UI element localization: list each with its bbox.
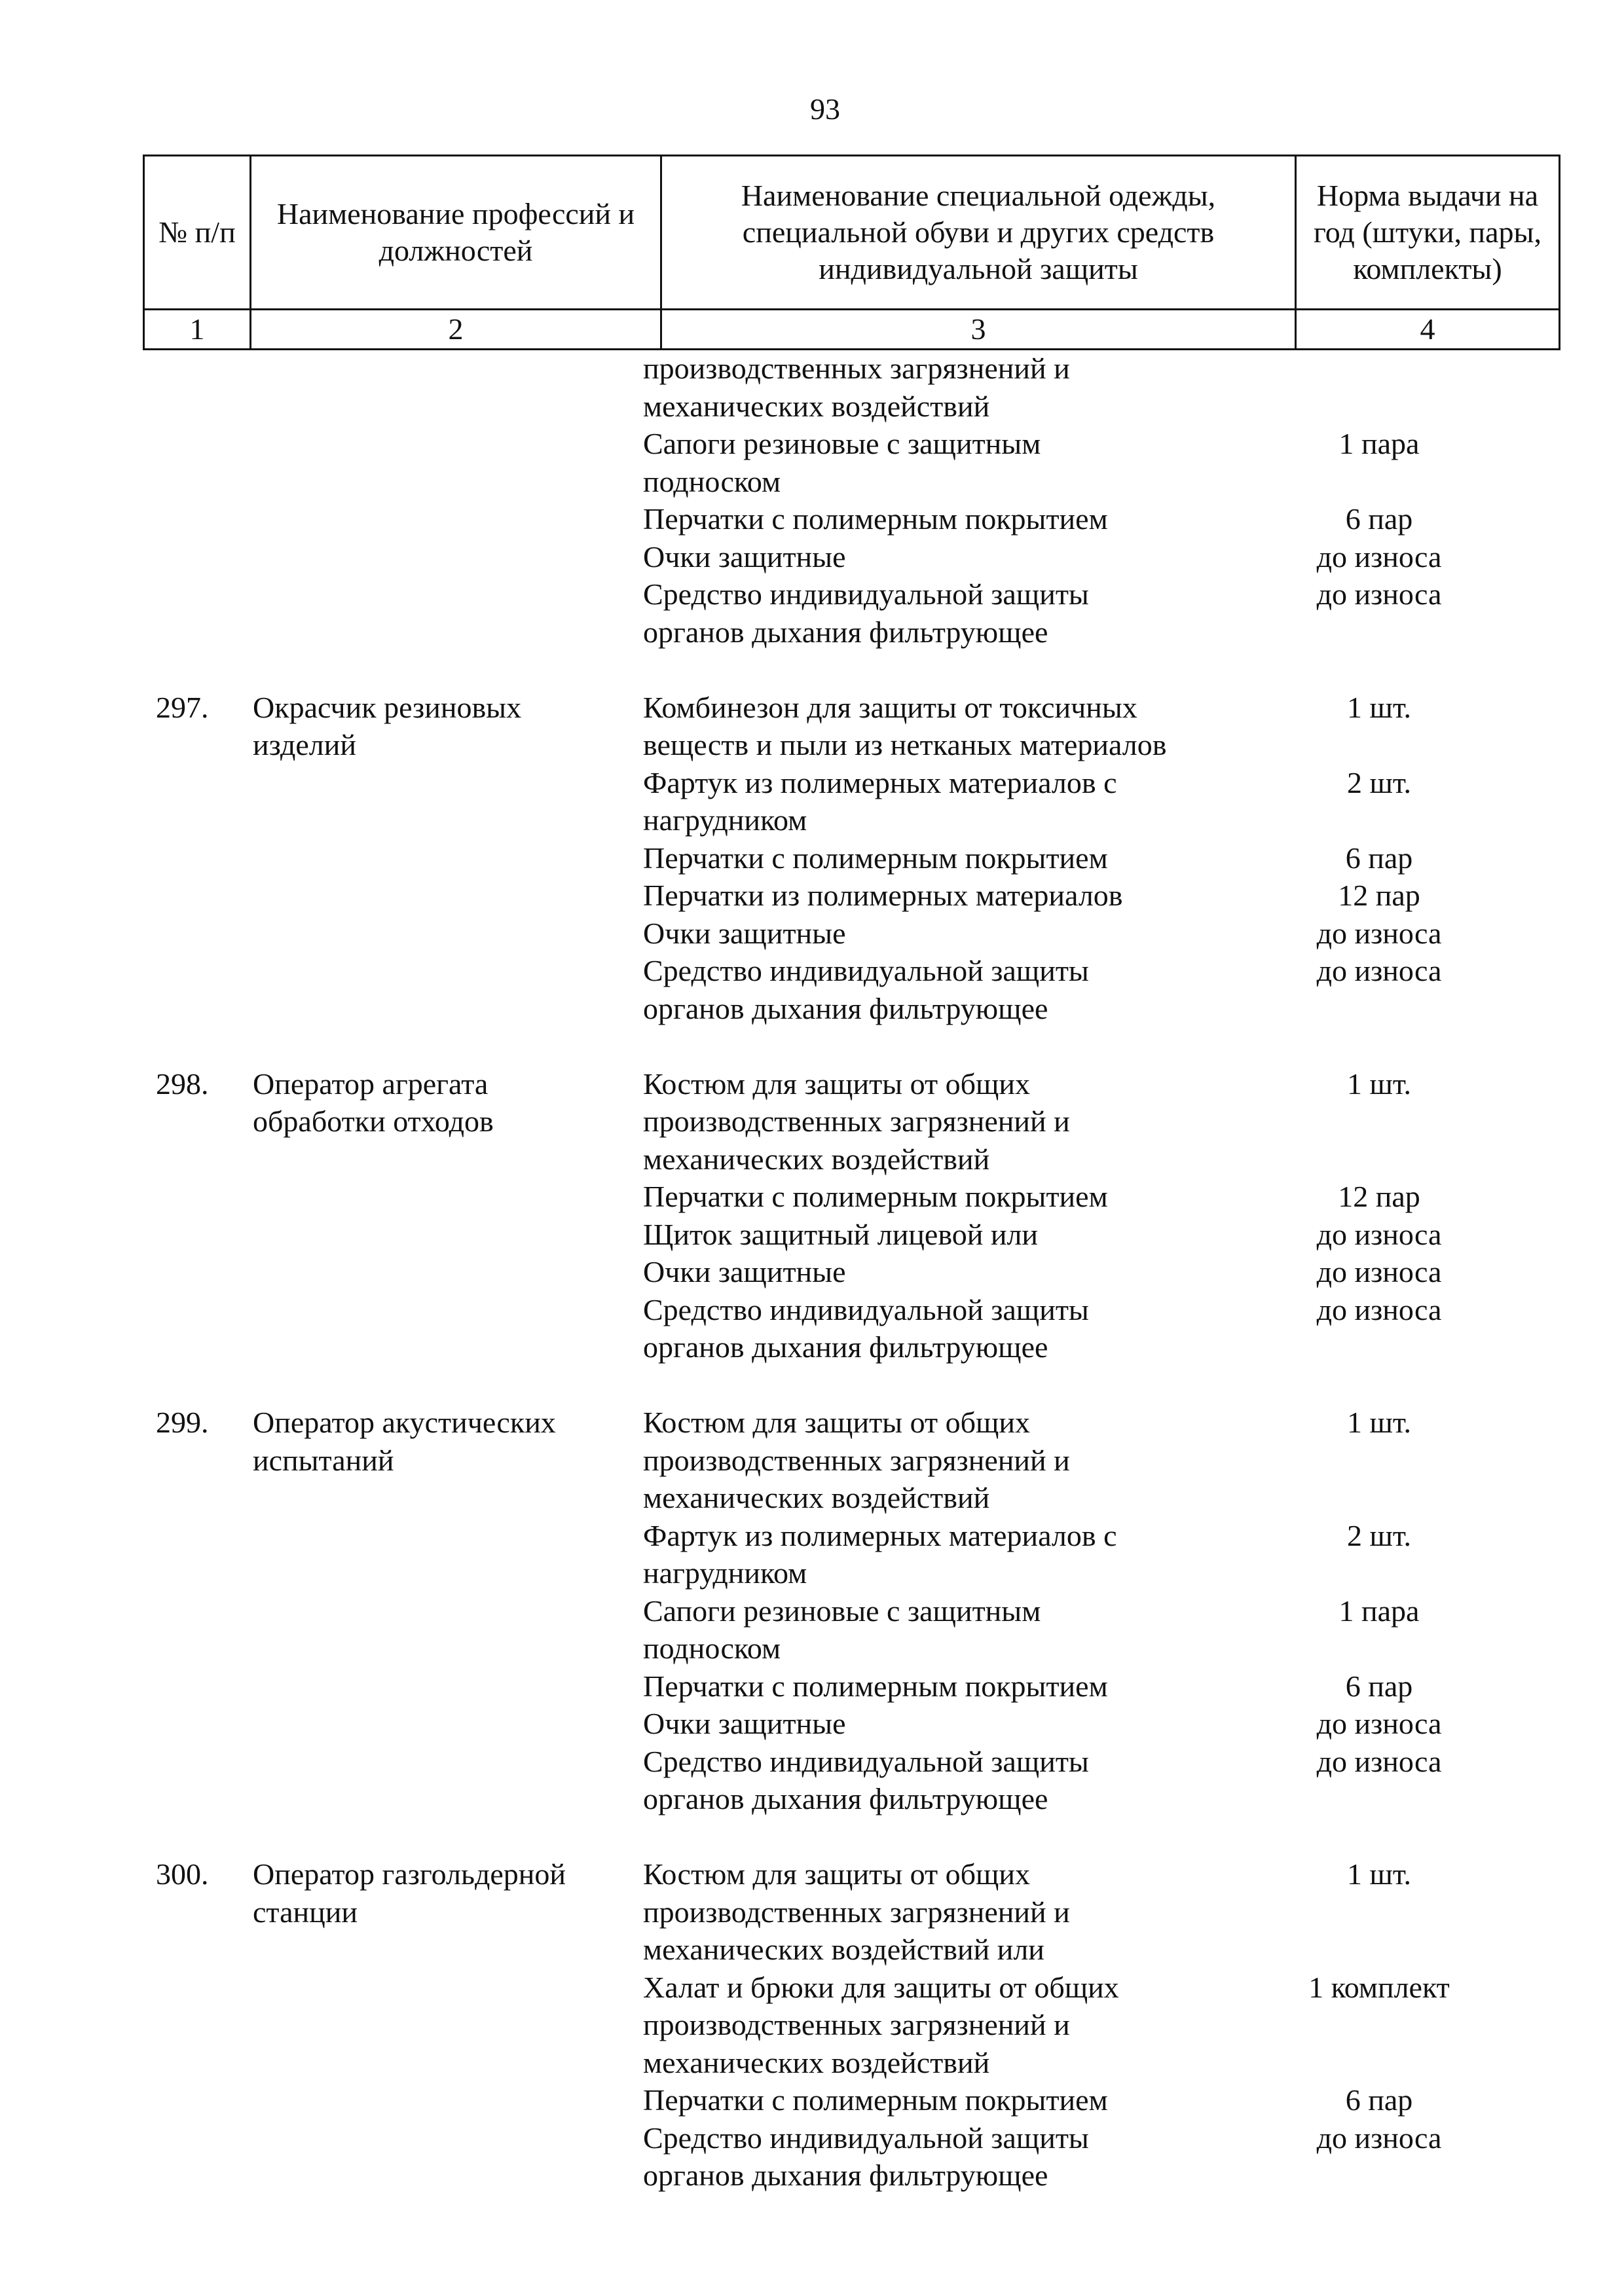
item-norm: 1 пара [1338, 1594, 1420, 1628]
item-norm [1281, 1140, 1477, 1178]
entry-profession: Окрасчик резиновых изделий [253, 690, 522, 761]
item-norm: до износа [1316, 1744, 1442, 1778]
list-item [643, 1931, 1509, 1969]
list-item [643, 1328, 1509, 1366]
item-norm: 1 шт. [1346, 690, 1412, 724]
item-name: производственных загрязнений и [643, 1443, 1070, 1477]
item-name: Средство индивидуальной защиты [643, 1292, 1089, 1326]
list-item [643, 1592, 1509, 1630]
list-item [643, 350, 1509, 388]
item-name: Костюм для защиты от общих [643, 1857, 1031, 1891]
entry-298 [143, 1065, 1509, 1366]
item-norm: 6 пар [1345, 502, 1413, 536]
item-norm [1281, 613, 1477, 651]
header-num-4: 4 [1296, 310, 1560, 350]
item-norm: до износа [1316, 916, 1442, 950]
item-name: Очки защитные [643, 916, 846, 950]
list-item [643, 2157, 1509, 2195]
entry-300 [143, 1855, 1509, 2195]
list-item [643, 839, 1509, 877]
list-item [643, 2081, 1509, 2119]
item-norm [1281, 1102, 1477, 1140]
list-item [643, 1855, 1509, 1893]
list-item [643, 1743, 1509, 1781]
list-item [643, 1216, 1509, 1254]
item-norm: 1 шт. [1346, 1406, 1412, 1439]
item-norm [1281, 1479, 1477, 1517]
item-name: органов дыхания фильтрующее [643, 1782, 1048, 1815]
item-name: производственных загрязнений и [643, 2008, 1070, 2041]
header-col-number: № п/п [144, 156, 251, 310]
item-norm: 12 пар [1338, 879, 1420, 912]
item-norm [1281, 463, 1477, 501]
header-col-norm: Норма выдачи на год (штуки, пары, комплекты) [1296, 156, 1560, 310]
entry-profession: Оператор агрегата обработки отходов [253, 1066, 494, 1138]
item-name: Перчатки с полимерным покрытием [643, 1669, 1108, 1703]
list-item [643, 689, 1509, 727]
item-name: Перчатки с полимерным покрытием [643, 841, 1108, 875]
list-item [643, 1479, 1509, 1517]
item-name: нагрудником [643, 803, 807, 837]
item-norm [1281, 1893, 1477, 1931]
list-item [643, 1554, 1509, 1592]
item-norm: 2 шт. [1346, 1518, 1412, 1552]
list-item [643, 500, 1509, 538]
list-item [643, 915, 1509, 953]
entry-profession: Оператор акустических испытаний [253, 1406, 556, 1477]
item-norm: до износа [1316, 1707, 1442, 1740]
item-name: Сапоги резиновые с защитным [643, 1594, 1041, 1628]
item-norm: 2 шт. [1346, 765, 1412, 799]
item-norm [1281, 1442, 1477, 1480]
page-number: 93 [810, 92, 840, 126]
item-norm [1281, 726, 1477, 764]
item-name: механических воздействий [643, 389, 990, 423]
list-item [643, 726, 1509, 764]
item-norm [1281, 1931, 1477, 1969]
item-norm [1281, 1630, 1477, 1667]
item-norm [1281, 990, 1477, 1028]
item-name: органов дыхания фильтрующее [643, 615, 1048, 649]
entry-number: 297. [156, 690, 209, 724]
item-norm: 1 шт. [1346, 1066, 1412, 1101]
list-item [643, 1065, 1509, 1103]
list-item [643, 575, 1509, 613]
list-item [643, 388, 1509, 426]
item-name: производственных загрязнений и [643, 1895, 1070, 1929]
item-name: Средство индивидуальной защиты [643, 954, 1089, 987]
item-norm: 1 пара [1338, 427, 1420, 460]
entry-number: 300. [156, 1857, 209, 1891]
item-norm [1281, 1554, 1477, 1592]
item-name: органов дыхания фильтрующее [643, 1330, 1048, 1364]
header-num-2: 2 [251, 310, 661, 350]
item-norm: до износа [1316, 2121, 1442, 2155]
continuation-entry [143, 350, 1509, 651]
list-item [643, 1969, 1509, 2007]
list-item [643, 1517, 1509, 1555]
item-norm: 12 пар [1338, 1180, 1420, 1213]
list-item [643, 1253, 1509, 1291]
item-name: нагрудником [643, 1556, 807, 1590]
list-item [643, 1780, 1509, 1818]
item-name: органов дыхания фильтрующее [643, 2159, 1048, 2192]
header-num-1: 1 [144, 310, 251, 350]
list-item [643, 463, 1509, 501]
item-norm [1281, 388, 1477, 426]
entry-number: 299. [156, 1406, 209, 1439]
list-item [643, 1442, 1509, 1480]
list-item [643, 613, 1509, 651]
item-norm: до износа [1316, 954, 1442, 987]
item-name: подноском [643, 464, 781, 498]
item-name: Очки защитные [643, 1707, 846, 1740]
item-name: Халат и брюки для защиты от общих [643, 1970, 1119, 2004]
item-norm: 1 комплект [1308, 1970, 1450, 2004]
item-norm: до износа [1316, 1217, 1442, 1251]
table-body [143, 350, 1509, 2195]
item-name: Комбинезон для защиты от токсичных [643, 690, 1137, 724]
entry-299 [143, 1404, 1509, 1818]
list-item [643, 1404, 1509, 1442]
item-norm [1281, 1328, 1477, 1366]
list-item [643, 1667, 1509, 1705]
item-name: механических воздействий [643, 2045, 990, 2079]
table-header [143, 155, 1560, 350]
item-name: механических воздействий [643, 1481, 990, 1514]
item-name: органов дыхания фильтрующее [643, 991, 1048, 1025]
item-name: Очки защитные [643, 1255, 846, 1288]
item-name: веществ и пыли из нетканых материалов [643, 728, 1167, 761]
item-name: Перчатки с полимерным покрытием [643, 1180, 1108, 1213]
item-norm [1281, 2044, 1477, 2082]
item-norm: до износа [1316, 1292, 1442, 1326]
item-name: производственных загрязнений и [643, 1104, 1070, 1138]
header-col-profession: Наименование профессий и должностей [251, 156, 661, 310]
list-item [643, 952, 1509, 990]
item-name: Перчатки с полимерным покрытием [643, 2083, 1108, 2117]
list-item [643, 1291, 1509, 1329]
item-norm: до износа [1316, 577, 1442, 611]
list-item [643, 2119, 1509, 2157]
item-name: подноском [643, 1631, 781, 1665]
list-item [643, 425, 1509, 463]
item-norm [1281, 2157, 1477, 2195]
item-name: Средство индивидуальной защиты [643, 577, 1089, 611]
item-name: Средство индивидуальной защиты [643, 1744, 1089, 1778]
list-item [643, 1140, 1509, 1178]
list-item [643, 990, 1509, 1028]
header-col-equipment: Наименование специальной одежды, специальной обуви и других средств индивидуальной защиты [661, 156, 1296, 310]
list-item [643, 1178, 1509, 1216]
list-item [643, 1102, 1509, 1140]
item-norm [1281, 2006, 1477, 2044]
item-name: механических воздействий [643, 1142, 990, 1176]
item-name: Фартук из полимерных материалов с [643, 765, 1117, 799]
item-name: Фартук из полимерных материалов с [643, 1518, 1117, 1552]
item-name: Костюм для защиты от общих [643, 1066, 1031, 1101]
item-norm: 6 пар [1345, 1669, 1413, 1703]
list-item [643, 1630, 1509, 1667]
list-item [643, 801, 1509, 839]
list-item [643, 2044, 1509, 2082]
item-name: Очки защитные [643, 539, 846, 574]
item-name: механических воздействий или [643, 1933, 1044, 1966]
item-name: Сапоги резиновые с защитным [643, 427, 1041, 460]
item-name: Перчатки из полимерных материалов [643, 879, 1123, 912]
list-item [643, 1705, 1509, 1743]
item-norm [1281, 801, 1477, 839]
item-norm: 6 пар [1345, 841, 1413, 875]
item-norm: 6 пар [1345, 2083, 1413, 2117]
item-name: производственных загрязнений и [643, 352, 1070, 385]
item-name: Костюм для защиты от общих [643, 1406, 1031, 1439]
item-norm: до износа [1316, 539, 1442, 574]
item-name: Средство индивидуальной защиты [643, 2121, 1089, 2155]
list-item [643, 877, 1509, 915]
entry-profession: Оператор газгольдерной станции [253, 1857, 566, 1929]
entry-297 [143, 689, 1509, 1028]
list-item [643, 538, 1509, 576]
list-item [643, 2006, 1509, 2044]
item-norm: до износа [1316, 1255, 1442, 1288]
list-item [643, 1893, 1509, 1931]
item-name: Перчатки с полимерным покрытием [643, 502, 1108, 536]
item-norm: 1 шт. [1346, 1857, 1412, 1891]
item-norm [1281, 350, 1477, 388]
item-norm [1281, 1780, 1477, 1818]
entry-number: 298. [156, 1066, 209, 1101]
item-name: Щиток защитный лицевой или [643, 1217, 1039, 1251]
list-item [643, 764, 1509, 802]
header-num-3: 3 [661, 310, 1296, 350]
